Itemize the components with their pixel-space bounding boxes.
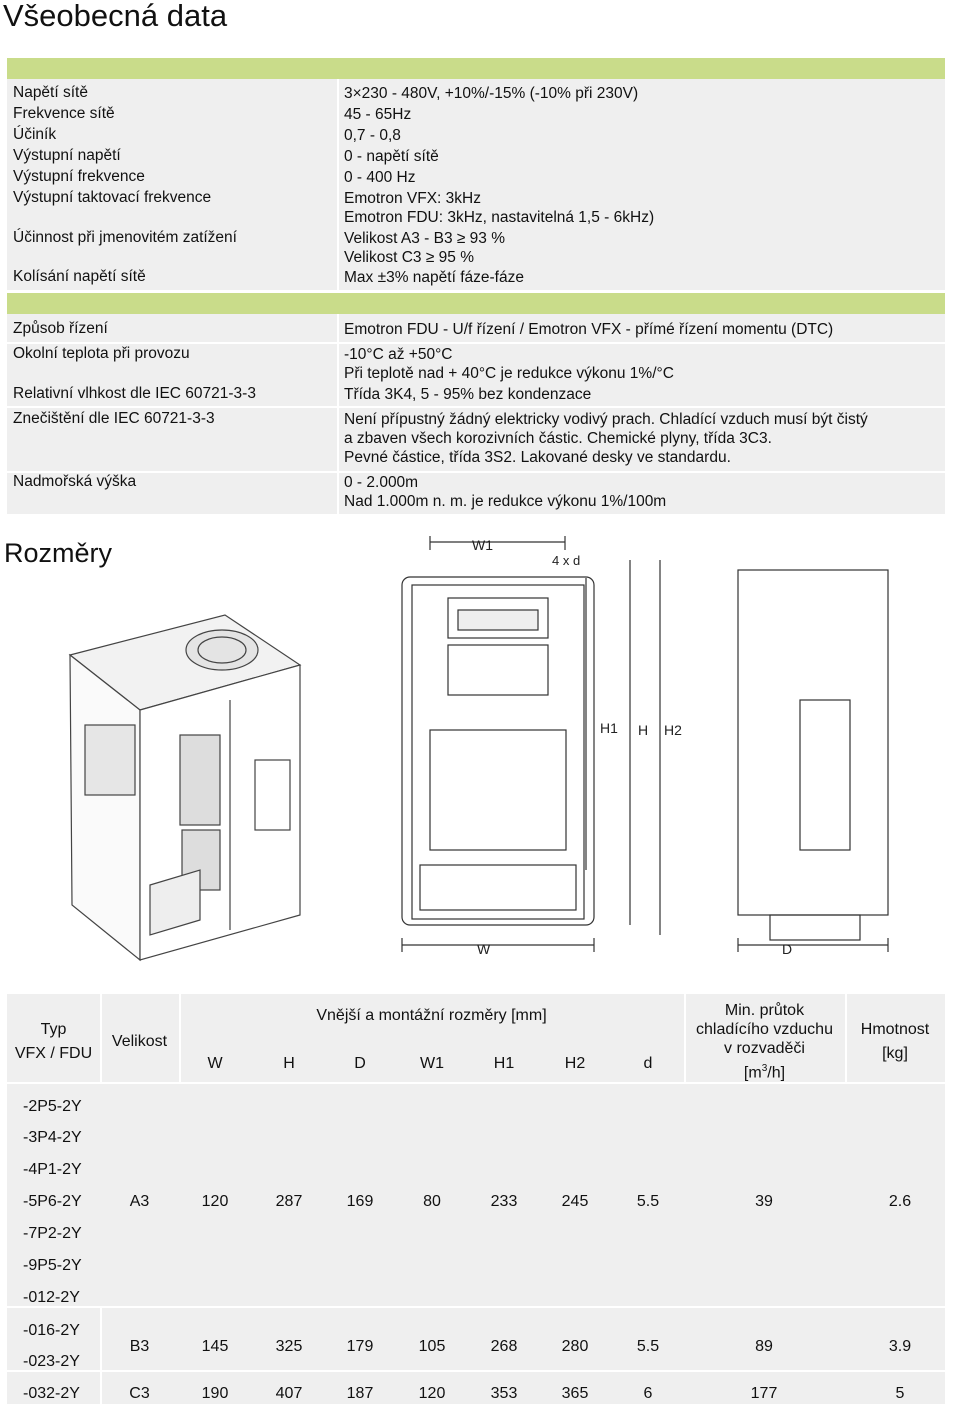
value-cell: 5	[895, 1385, 905, 1402]
size-cell: B3	[129, 1338, 150, 1355]
type-cell: -023-2Y	[23, 1353, 80, 1370]
spec-value: 0 - napětí sítě	[344, 148, 439, 165]
type-cell: -9P5-2Y	[23, 1257, 82, 1274]
spec-label: Způsob řízení	[13, 320, 108, 337]
spec-value: Při teplotě nad + 40°C je redukce výkonu 1%/°C	[344, 365, 674, 382]
spec-value: Max ±3% napětí fáze-fáze	[344, 269, 524, 286]
header-size: Velikost	[111, 1033, 168, 1050]
type-cell: -012-2Y	[23, 1289, 80, 1306]
section-bar	[7, 293, 945, 314]
value-cell: 2.6	[888, 1193, 912, 1210]
spec-value: Velikost C3 ≥ 95 %	[344, 249, 474, 266]
value-cell: 39	[755, 1193, 773, 1210]
spec-value: Nad 1.000m n. m. je redukce výkonu 1%/100m	[344, 493, 667, 510]
spec-label: Okolní teplota při provozu	[13, 345, 190, 362]
type-cell: -3P4-2Y	[23, 1129, 82, 1146]
type-cell: -016-2Y	[23, 1322, 80, 1339]
spec-label: Frekvence sítě	[13, 105, 115, 122]
header-w1: W1	[420, 1055, 444, 1072]
spec-label: Napětí sítě	[13, 84, 88, 101]
header-dd: d	[643, 1055, 653, 1072]
value-cell: 280	[561, 1338, 589, 1355]
label-h2: H2	[664, 722, 682, 738]
value-cell: 353	[490, 1385, 518, 1402]
label-h1: H1	[600, 720, 618, 736]
label-h: H	[638, 722, 649, 738]
spec-label: Kolísání napětí sítě	[13, 268, 146, 285]
spec-label: Výstupní napětí	[13, 147, 121, 164]
type-cell: -7P2-2Y	[23, 1225, 82, 1242]
label-holes: 4 x d	[552, 553, 581, 568]
header-h: H	[283, 1055, 295, 1072]
header-d: D	[354, 1055, 366, 1072]
spec-value: Velikost A3 - B3 ≥ 93 %	[344, 230, 506, 247]
spec-label: Relativní vlhkost dle IEC 60721-3-3	[13, 385, 256, 402]
value-cell: 5.5	[636, 1338, 660, 1355]
spec-value: Emotron FDU: 3kHz, nastavitelná 1,5 - 6kHz)	[344, 209, 655, 226]
header-type: Typ	[40, 1021, 67, 1038]
label-w: W	[477, 941, 491, 957]
spec-value: Emotron VFX: 3kHz	[344, 190, 481, 207]
spec-value: 3×230 - 480V, +10%/-15% (-10% při 230V)	[344, 85, 639, 102]
dimensions-heading: Rozměry	[4, 538, 113, 568]
type-cell: -4P1-2Y	[23, 1161, 82, 1178]
value-cell: 120	[418, 1385, 446, 1402]
header-type-2: VFX / FDU	[14, 1045, 93, 1062]
size-cell: C3	[129, 1385, 150, 1402]
spec-value: 45 - 65Hz	[344, 106, 412, 123]
value-cell: 6	[643, 1385, 653, 1402]
dimensions-table	[7, 994, 945, 1404]
value-cell: 187	[346, 1385, 374, 1402]
value-cell: 245	[561, 1193, 589, 1210]
header-mass: Hmotnost	[860, 1021, 930, 1038]
label-w1: W1	[472, 537, 493, 553]
value-cell: 5.5	[636, 1193, 660, 1210]
header-dims: Vnější a montážní rozměry [mm]	[316, 1007, 547, 1024]
value-cell: 177	[750, 1385, 778, 1402]
header-flow: chladícího vzduchu	[696, 1021, 833, 1038]
spec-label: Výstupní frekvence	[13, 168, 145, 185]
spec-label: Účiník	[13, 126, 57, 143]
spec-value: 0 - 2.000m	[344, 474, 419, 491]
header-mass-unit: [kg]	[882, 1045, 908, 1062]
spec-value: 0,7 - 0,8	[344, 127, 401, 144]
type-cell: -032-2Y	[23, 1385, 80, 1402]
front-view	[402, 536, 660, 952]
size-cell: A3	[129, 1193, 150, 1210]
spec-label: Nadmořská výška	[13, 473, 137, 490]
value-cell: 80	[423, 1193, 441, 1210]
header-h1: H1	[493, 1055, 515, 1072]
header-flow: v rozvaděči	[724, 1040, 805, 1057]
isometric-unit-sketch	[70, 615, 300, 960]
header-h2: H2	[564, 1055, 586, 1072]
value-cell: 120	[201, 1193, 229, 1210]
value-cell: 190	[201, 1385, 229, 1402]
value-cell: 169	[346, 1193, 374, 1210]
dimension-drawing	[0, 530, 960, 970]
value-cell: 3.9	[888, 1338, 912, 1355]
page-title: Všeobecná data	[3, 0, 228, 33]
header-flow: Min. průtok	[724, 1002, 805, 1019]
value-cell: 233	[490, 1193, 518, 1210]
spec-value: -10°C až +50°C	[344, 346, 453, 363]
spec-value: Emotron FDU - U/f řízení / Emotron VFX - přímé řízení momentu (DTC)	[344, 321, 834, 338]
value-cell: 365	[561, 1385, 589, 1402]
value-cell: 287	[275, 1193, 303, 1210]
value-cell: 179	[346, 1338, 374, 1355]
value-cell: 325	[275, 1338, 303, 1355]
value-cell: 105	[418, 1338, 446, 1355]
spec-table-general	[7, 58, 945, 290]
spec-table-environment	[7, 293, 945, 514]
spec-label: Účinnost při jmenovitém zatížení	[13, 229, 237, 246]
header-flow-unit: $[m^3/h]$	[743, 1063, 786, 1082]
spec-value: Není přípustný žádný elektricky vodivý prach. Chladící vzduch musí být čistý	[344, 411, 868, 428]
type-cell: -2P5-2Y	[23, 1098, 82, 1115]
value-cell: 268	[490, 1338, 518, 1355]
spec-value: Pevné částice, třída 3S2. Lakované desky ve standardu.	[344, 449, 731, 466]
spec-value: a zbaven všech korozivních částic. Chemické plyny, třída 3C3.	[344, 430, 772, 447]
label-d: D	[782, 941, 793, 957]
spec-label: Znečištění dle IEC 60721-3-3	[13, 410, 215, 427]
section-bar	[7, 58, 945, 79]
side-view	[738, 570, 888, 952]
spec-label: Výstupní taktovací frekvence	[13, 189, 212, 206]
value-cell: 89	[755, 1338, 773, 1355]
value-cell: 145	[201, 1338, 229, 1355]
spec-value: Třída 3K4, 5 - 95% bez kondenzace	[344, 386, 592, 403]
type-cell: -5P6-2Y	[23, 1193, 82, 1210]
value-cell: 407	[275, 1385, 303, 1402]
spec-value: 0 - 400 Hz	[344, 169, 416, 186]
header-w: W	[207, 1055, 223, 1072]
